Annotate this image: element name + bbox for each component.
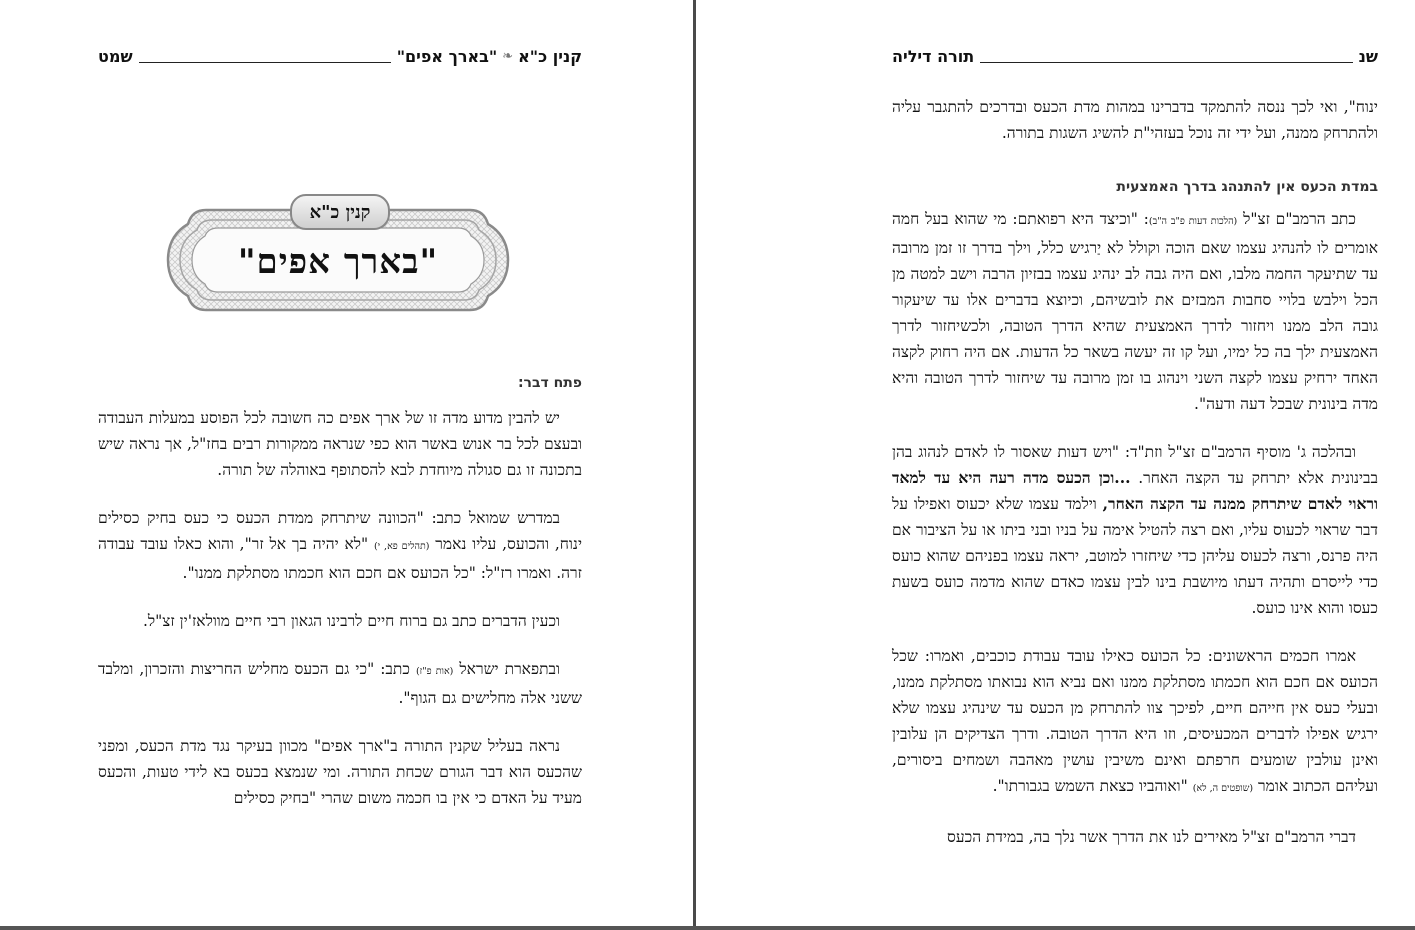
ornament-icon: ❧ <box>502 48 514 64</box>
paragraph-text: ובתפארת ישראל <box>459 660 560 678</box>
left-body-text <box>98 405 582 833</box>
chapter-title: "בארך אפים" <box>237 242 439 282</box>
paragraph <box>892 824 1378 850</box>
header-rule <box>980 50 1352 63</box>
right-running-header <box>892 44 1378 68</box>
paragraph <box>892 643 1378 802</box>
paragraph <box>98 505 582 586</box>
intro-heading: פתח דבר: <box>517 375 582 391</box>
left-page-number: שמט <box>98 46 133 66</box>
paragraph <box>892 94 1378 146</box>
paragraph-text: "לא יהיה בך אל זר", והוא כאלו עובד עבודה זרה. ואמרו רז"ל: "כל הכועס אם חכם הוא חכמתו מסתלקת ממנו". <box>98 535 582 582</box>
right-header-title: תורה דיליה <box>892 46 975 66</box>
citation: (אות פ"ז) <box>415 666 454 677</box>
citation: (הלכות דעות פ"ב ה"ב) <box>1148 216 1238 227</box>
emphasized-text: ...וכן הכעס מדה רעה היא עד למאד וראוי לאדם שיתרחק ממנה עד הקצה האחר, <box>892 468 1378 513</box>
citation: (תהלים פא, י) <box>373 541 430 552</box>
citation: (שופטים ה, לא) <box>1192 783 1254 794</box>
paragraph-text: במדרש שמואל כתב: "הכוונה שיתרחק ממדת הכעס כי כעס בחיק כסילים ינוח, והכועס, עליו נאמר <box>98 509 583 553</box>
paragraph-text: כתב הרמב"ם זצ"ל <box>1243 210 1356 228</box>
left-header-section: קנין כ"א <box>518 46 582 66</box>
paragraph-text: אמרו חכמים הראשונים: כל הכועס כאילו עובד עבודת כוכבים, ואמרו: שכל הכועס אם חכם הוא חכמתו מסתלקת ממנו ואם נביא הוא נבואתו מסתלקת ממנו, ובעלי כעס אין חייהם חיים, לפיכך צוו להתרחק מן הכעס עד שינהיג עצמו שלא ירגיש אפילו לדברים המכעיסים, וזו היא הדרך הטובה. ודרך הצדיקים הן עלובין ואינן עולבין שומעים חרפתם ואינם משיבין עושין מאהבה ושמחים ביסורים, ועליהם הכתוב אומר <box>892 647 1378 795</box>
left-header-quote: "בארך אפים" <box>396 46 498 66</box>
right-body-text <box>892 94 1378 872</box>
paragraph-text: יש להבין מדוע מדה זו של ארך אפים כה חשובה לכל הפוסע במעלות העבודה ובעצם לכל בר אנוש באשר הוא כפי שנראה ממקורות רבים בחז"ל, אך נראה שיש בתכונה זו גם סגולה מיוחדת לבא להסתופף באוהלה של תורה. <box>98 409 582 479</box>
section-subheading: במדת הכעס אין להתנהג בדרך האמצעית <box>1116 179 1378 195</box>
paragraph-text: נראה בעליל שקנין התורה ב"ארך אפים" מכוון בעיקר נגד מדת הכעס, ומפני שהכעס הוא דבר הגורם שכחת התורה. ומי שנמצא בכעס בא לידי טעות, והכעס מעיד על האדם כי אין בו חכמה משום שהרי "בחיק כסילים <box>98 737 582 807</box>
paragraph <box>892 439 1378 621</box>
bottom-rule <box>0 926 1415 930</box>
chapter-label-pill: קנין כ"א <box>290 194 390 230</box>
paragraph-text: וילמד עצמו שלא יכעוס ואפילו על דבר שראוי לכעוס עליו, ואם רצה להטיל אימה על בניו ובני ביתו או על הציבור אם היה פרנס, ורצה לכעוס עליהן כדי שיחזרו למוטב, יראה עצמו בפניהם שהוא כועס כדי לייסרם ותהיה דעתו מיושבת בינו לבין עצמו כאדם שהוא מדמה כועס בשעת כעסו והוא אינו כועס. <box>892 495 1378 617</box>
paragraph-text: ובהלכה ג' מוסיף הרמב"ם זצ"ל וזת"ד: "ויש דעות שאסור לו לאדם לנהוג בהן בבינונית אלא יתרחק עד הקצה האחר. <box>892 443 1378 487</box>
paragraph <box>98 733 582 811</box>
paragraph-text: כתב: "כי גם הכעס מחליש החריצות והזכרון, ומלבד ששני אלה מחלישים גם הגוף". <box>98 660 582 707</box>
right-page <box>696 0 1415 930</box>
right-page-number: שנ <box>1358 46 1378 66</box>
paragraph <box>98 656 582 711</box>
chapter-title-frame <box>166 196 510 324</box>
left-running-header <box>98 44 582 68</box>
paragraph <box>98 405 582 483</box>
paragraph-text: "ואוהביו כצאת השמש בגבורתו". <box>992 777 1188 795</box>
paragraph-text: : "וכיצד היא רפואתם: מי שהוא בעל חמה אומרים לו להנהיג עצמו שאם הוכה וקולל לא יַרגיש כלל, וילך בדרך זו זמן מרובה עד שתיעקר החמה מלבו, ואם היה גבה לב ינהיג עצמו בבזיון הרבה וישב למטה מן הכל וילבש בלויי סחבות המבזים את לובשיהם, וכיוצא בדברים אלו עד שיעקור גובה הלב ממנו ויחזור לדרך האמצעית שהיא הדרך הטובה, ולכשיחזור לדרך האמצעית ילך בה כל ימיו, ועל קו זה יעשה בשאר כל הדעות. אם היה רחוק לקצה האחד ירחיק עצמו לקצה השני וינהוג בו זמן מרובה עד שיחזור לדרך הטובה והיא מדה בינונית שבכל דעה ודעה". <box>892 210 1378 413</box>
paragraph-text: ינוח", ואי לכך ננסה להתמקד בדברינו במהות מדת הכעס ובדרכים להתגבר עליה ולהתרחק ממנה, ועל ידי זה נוכל בעזהי"ת להשיג השגות בתורה. <box>892 98 1378 142</box>
paragraph-text: וכעין הדברים כתב גם ברוח חיים לרבינו הגאון רבי חיים מוולאז'ין זצ"ל. <box>143 612 560 630</box>
paragraph-text: דברי הרמב"ם זצ"ל מאירים לנו את הדרך אשר נלך בה, במידת הכעס <box>947 828 1356 846</box>
header-rule <box>139 50 391 63</box>
paragraph <box>98 608 582 634</box>
paragraph <box>892 206 1378 417</box>
